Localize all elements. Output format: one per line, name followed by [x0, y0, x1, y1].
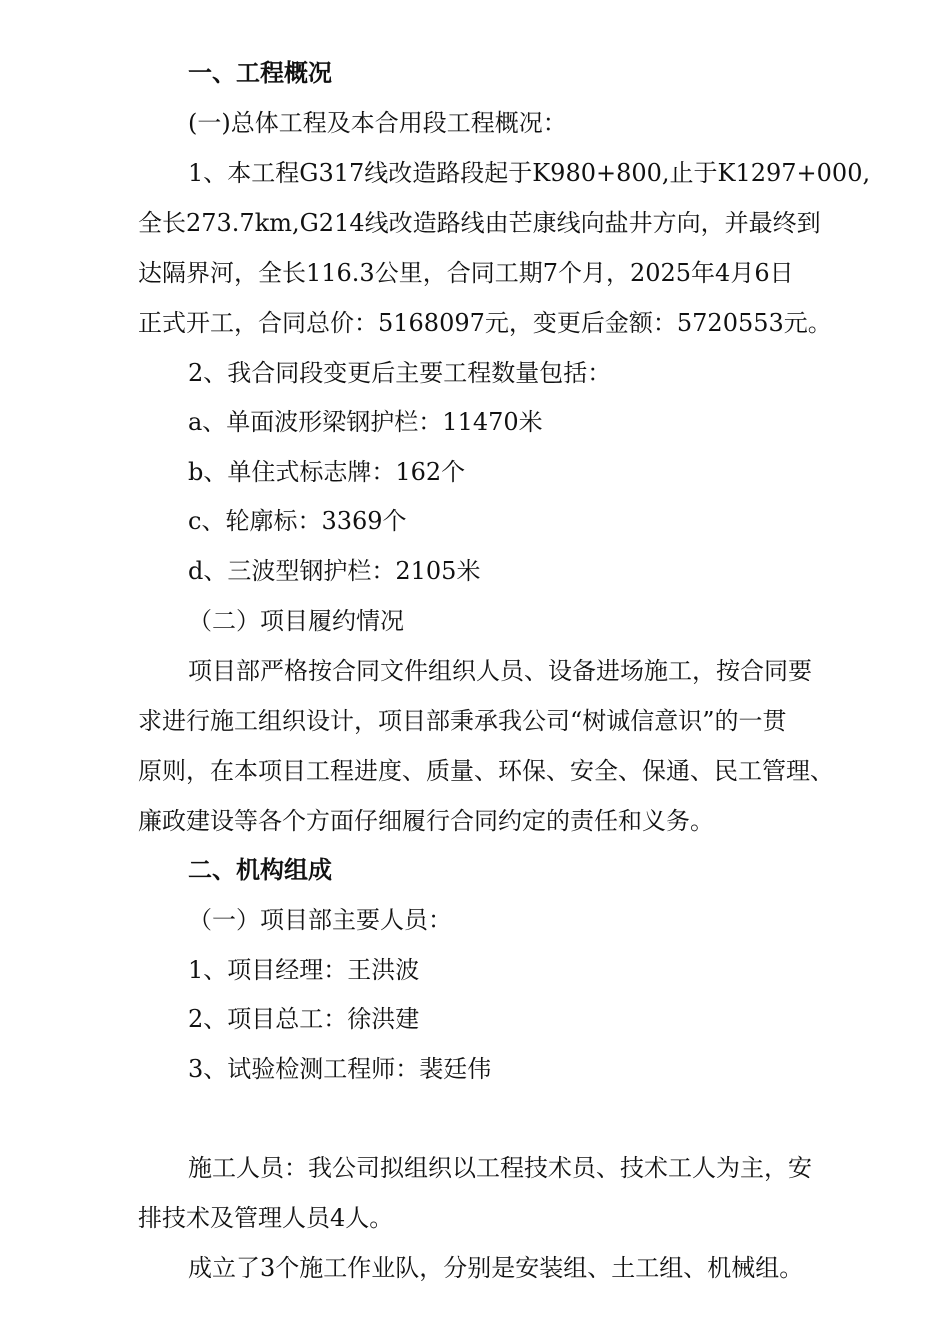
- paragraph-line: 廉政建设等各个方面仔细履行合同约定的责任和义务。: [138, 807, 714, 835]
- paragraph-line: 施工人员：我公司拟组织以工程技术员、技术工人为主，安: [188, 1154, 812, 1182]
- paragraph-line: 达隔界河，全长116.3公里，合同工期7个月，2025年4月6日: [138, 259, 794, 287]
- staff-item: 2、项目总工：徐洪建: [188, 1005, 420, 1033]
- paragraph-quantities-intro: 2、我合同段变更后主要工程数量包括：: [188, 359, 612, 387]
- list-item: a、单面波形梁钢护栏：11470米: [188, 408, 543, 436]
- staff-item: 3、试验检测工程师：裴廷伟: [188, 1055, 492, 1083]
- list-item: b、单住式标志牌：162个: [188, 458, 466, 486]
- paragraph-line: 求进行施工组织设计，项目部秉承我公司“树诚信意识”的一贯: [138, 707, 787, 735]
- paragraph-line: 项目部严格按合同文件组织人员、设备进场施工，按合同要: [188, 657, 812, 685]
- paragraph-line: 排技术及管理人员4人。: [138, 1204, 394, 1232]
- section-heading-overview: 一、工程概况: [188, 58, 332, 87]
- paragraph-line: 1、本工程G317线改造路段起于K980+800,止于K1297+000,: [188, 159, 871, 187]
- paragraph-line: 正式开工，合同总价：5168097元，变更后金额：5720553元。: [138, 309, 832, 337]
- paragraph-line: 原则，在本项目工程进度、质量、环保、安全、保通、民工管理、: [138, 757, 834, 785]
- paragraph-line: 全长273.7km,G214线改造路线由芒康线向盐井方向，并最终到: [138, 209, 821, 237]
- paragraph-teams: 成立了3个施工作业队，分别是安装组、土工组、机械组。: [188, 1254, 804, 1282]
- list-item: d、三波型钢护栏：2105米: [188, 557, 481, 585]
- subheading-staff: （一）项目部主要人员：: [188, 906, 452, 934]
- list-item: c、轮廓标：3369个: [188, 507, 407, 535]
- subheading-overview: (一)总体工程及本合用段工程概况：: [188, 109, 567, 137]
- section-heading-organization: 二、机构组成: [188, 855, 332, 884]
- subheading-performance: （二）项目履约情况: [188, 607, 404, 635]
- staff-item: 1、项目经理：王洪波: [188, 956, 420, 984]
